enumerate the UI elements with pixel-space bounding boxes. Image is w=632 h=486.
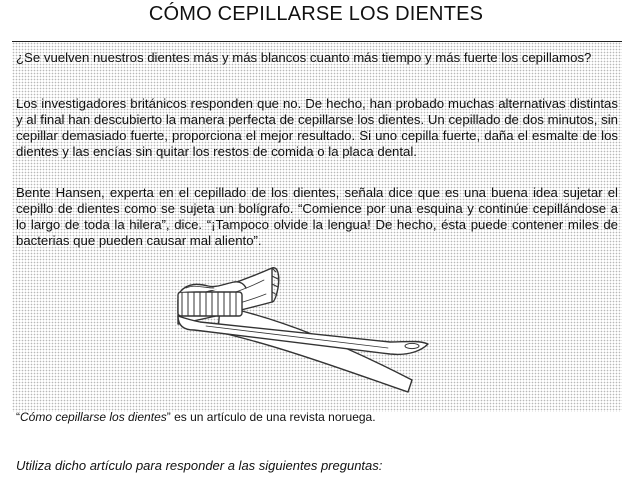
article-source-caption — [16, 410, 376, 425]
toothbrush-and-toothpaste-tube-drawing — [160, 262, 440, 398]
article-paragraph-research: Los investigadores británicos responden que no. De hecho, han probado muchas alternativas distintas y al final han descubierto la manera perfecta de cepillarse los dientes. Un cepillado de dos minutos, sin cepillar demasiado fuerte, proporciona el mejor resultado. Si uno cepilla fuerte, daña el esmalte de los dientes y las encías sin quitar los restos de comida o la placa dental. — [16, 96, 618, 159]
instruction-text: Utiliza dicho artículo para responder a las siguientes preguntas: — [16, 458, 383, 473]
caption-article-title: Cómo cepillarse los dientes — [20, 410, 167, 424]
page-title: CÓMO CEPILLARSE LOS DIENTES — [148, 3, 484, 25]
article-question: ¿Se vuelven nuestros dientes más y más blancos cuanto más tiempo y más fuerte los cepillamos? — [16, 50, 592, 65]
caption-text: ” es un artículo de una revista noruega. — [166, 410, 376, 424]
article-paragraph-expert: Bente Hansen, experta en el cepillado de los dientes, señala dice que es una buena idea sujetar el cepillo de dientes como se sujeta un bolígrafo. “Comience por una esquina y continúe cepillándose a lo largo de toda la hilera”, dice. “¡Tampoco olvide la lengua! De hecho, ésta puede contener miles de bacterias que pueden causar mal aliento”. — [16, 185, 618, 248]
caption-open-quote: “ — [16, 410, 20, 424]
